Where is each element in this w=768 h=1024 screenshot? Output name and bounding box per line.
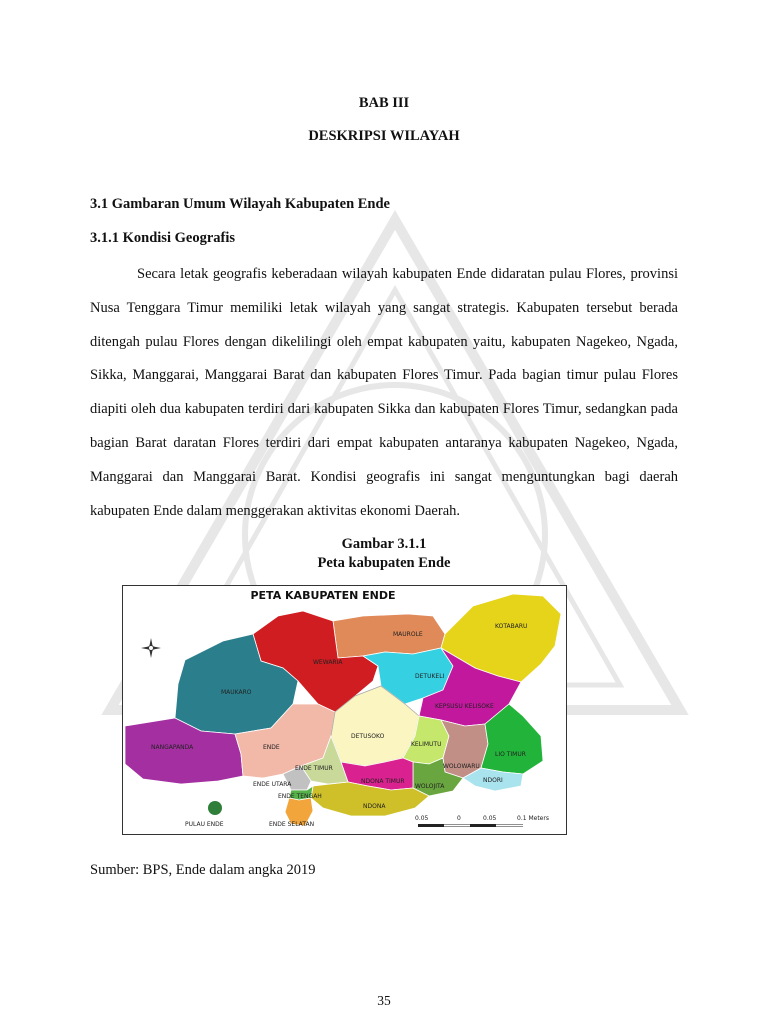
label-ndona: NDONA — [363, 803, 386, 810]
label-ende-selatan: ENDE SELATAN — [269, 821, 315, 828]
label-ende-utara: ENDE UTARA — [253, 781, 292, 788]
map-title: PETA KABUPATEN ENDE — [250, 589, 396, 602]
label-ende-timur: ENDE TIMUR — [295, 765, 333, 772]
label-wolowaru: WOLOWARU — [443, 763, 480, 770]
region-pulau-ende — [208, 801, 222, 815]
figure-source: Sumber: BPS, Ende dalam angka 2019 — [90, 862, 316, 878]
figure-caption: Peta kabupaten Ende — [317, 555, 451, 571]
label-ende: ENDE — [263, 744, 280, 751]
label-kotabaru: KOTABARU — [495, 623, 528, 630]
label-pulau-ende: PULAU ENDE — [185, 821, 224, 828]
label-kelimutu: KELIMUTU — [411, 741, 442, 748]
chapter-label: BAB III — [358, 95, 410, 111]
compass-icon — [141, 638, 161, 658]
label-kepsus: KEPSUSU KELISOKE — [435, 703, 494, 710]
label-detukeli: DETUKELI — [415, 673, 445, 680]
scale-bar — [415, 815, 549, 827]
label-lio-timur: LIO TIMUR — [495, 751, 526, 758]
subsection-heading: 3.1.1 Kondisi Geografis — [90, 230, 236, 246]
label-ndori: NDORI — [483, 777, 503, 784]
label-detusoko: DETUSOKO — [351, 733, 385, 740]
scale-label-3: 0.05 — [483, 815, 497, 822]
scale-label-1: 0.05 — [415, 815, 429, 822]
label-maukaro: MAUKARO — [221, 689, 252, 696]
label-ende-tengah: ENDE TENGAH — [278, 793, 322, 800]
chapter-title: DESKRIPSI WILAYAH — [308, 128, 460, 144]
body-paragraph — [90, 258, 678, 528]
label-wewaria: WEWARIA — [313, 659, 343, 666]
figure-number: Gambar 3.1.1 — [341, 536, 427, 552]
label-wolojita: WOLOJITA — [415, 783, 445, 790]
label-maurole: MAUROLE — [393, 631, 423, 638]
label-ndona-timur: NDONA TIMUR — [361, 778, 405, 785]
scale-label-4: 0.1 Meters — [517, 815, 549, 822]
district-map — [122, 585, 567, 835]
section-heading: 3.1 Gambaran Umum Wilayah Kabupaten Ende — [90, 196, 390, 212]
paragraph-text: Secara letak geografis keberadaan wilayah kabupaten Ende didaratan pulau Flores, provinsi Nusa Tenggara Timur memiliki letak wilayah yang sangat strategis. Kabupaten tersebut berada ditengah pulau Flores dengan dikelilingi oleh empat kabupaten yaitu, kabupaten Nagekeo, Ngada, Sikka, Manggarai, Manggarai Barat dan kabupaten Flores Timur. Pada bagian timur pulau Flores diapiti oleh dua kabupaten terdiri dari kabupaten Sikka dan kabupaten Flores Timur, sedangkan pada bagian Barat daratan Flores terdiri dari empat kabupaten antaranya kabupaten Nagekeo, Ngada, Manggarai dan Manggarai Barat. Kondisi geografis ini sangat menguntungkan bagi daerah kabupaten Ende dalam menggerakan aktivitas ekonomi Daerah. — [90, 266, 678, 519]
page-number: 35 — [377, 993, 391, 1008]
scale-label-2: 0 — [457, 815, 461, 822]
label-nangapanda: NANGAPANDA — [151, 744, 194, 751]
